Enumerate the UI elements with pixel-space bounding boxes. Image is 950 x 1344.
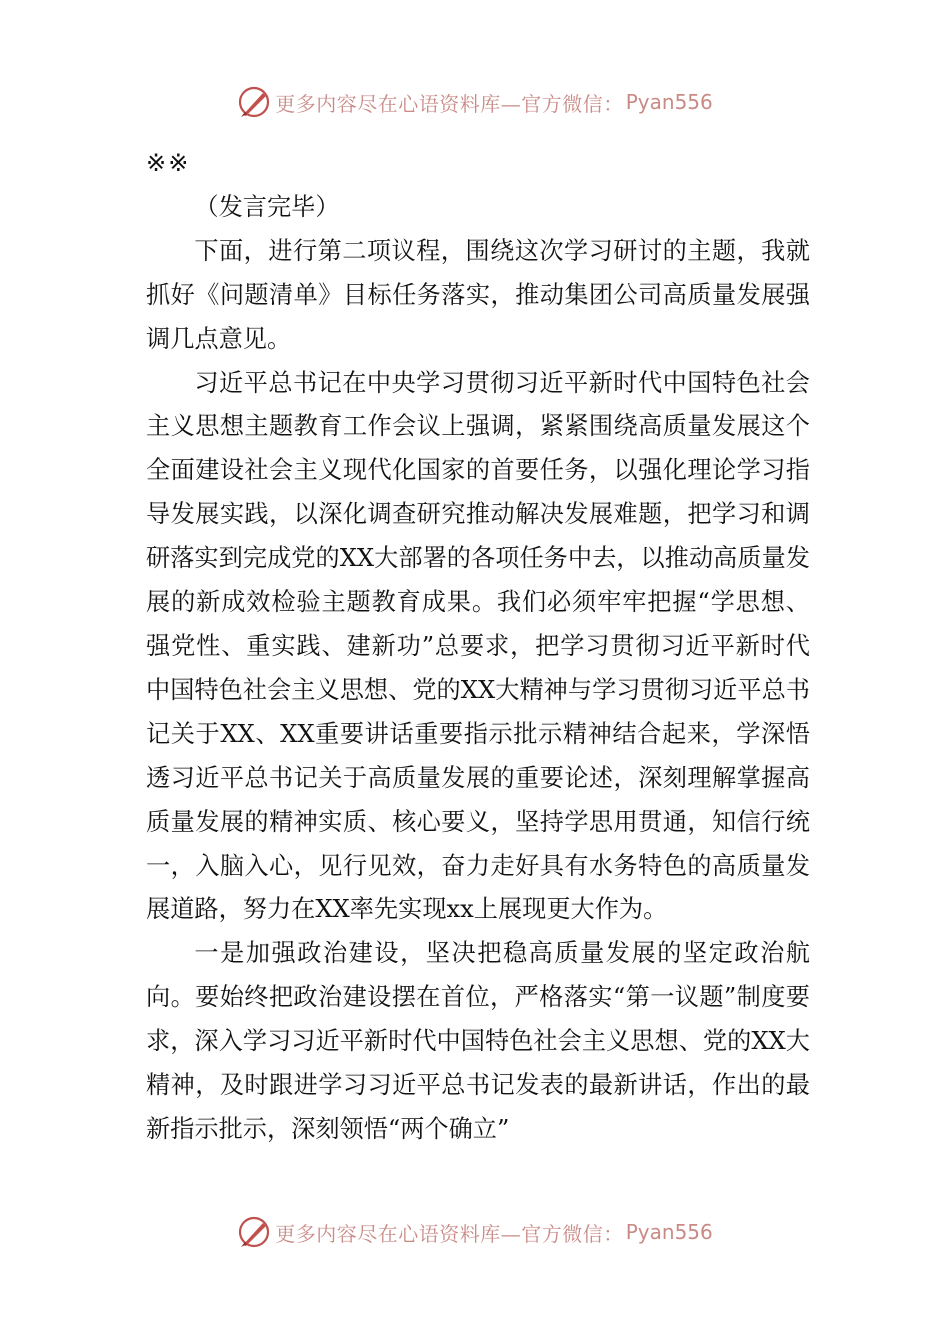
- body-paragraph: 一是加强政治建设，坚决把稳高质量发展的坚定政治航向。要始终把政治建设摆在首位，严格落实“第一议题”制度要求，深入学习习近平新时代中国特色社会主义思想、党的XX大精神，及时跟进学习习近平总书记发表的最新讲话，作出的最新指示批示，深刻领悟“两个确立”: [146, 939, 810, 1143]
- banner-text: 更多内容尽在心语资料库—官方微信：: [275, 91, 624, 116]
- body-paragraph: 下面，进行第二项议程，围绕这次学习研讨的主题，我就抓好《问题清单》目标任务落实，推动集团公司高质量发展强调几点意见。: [146, 236, 810, 353]
- footer-banner: [0, 1210, 950, 1254]
- pen-logo-icon: [237, 1215, 271, 1249]
- banner-text: 更多内容尽在心语资料库—官方微信：: [275, 1221, 624, 1246]
- wechat-id: Pyan556: [625, 90, 713, 114]
- body-paragraph: 习近平总书记在中央学习贯彻习近平新时代中国特色社会主义思想主题教育工作会议上强调，紧紧围绕高质量发展这个全面建设社会主义现代化国家的首要任务，以强化理论学习指导发展实践，以深化调查研究推动解决发展难题，把学习和调研落实到完成党的XX大部署的各项任务中去，以推动高质量发展的新成效检验主题教育成果。我们必须牢牢把握“学思想、强党性、重实践、建新功”总要求，把学习贯彻习近平新时代中国特色社会主义思想、党的XX大精神与学习贯彻习近平总书记关于XX、XX重要讲话重要指示批示精神结合起来，学深悟透习近平总书记关于高质量发展的重要论述，深刻理解掌握高质量发展的精神实质、核心要义，坚持学思用贯通，知信行统一，入脑入心，见行见效，奋力走好具有水务特色的高质量发展道路，努力在XX率先实现xx上展现更大作为。: [146, 368, 810, 924]
- pen-logo-icon: [237, 85, 271, 119]
- section-marks: ※※: [146, 149, 191, 177]
- wechat-id: Pyan556: [625, 1220, 713, 1244]
- speech-end-note: （发言完毕）: [194, 192, 340, 221]
- header-banner: [0, 80, 950, 124]
- document-body: [146, 142, 810, 1152]
